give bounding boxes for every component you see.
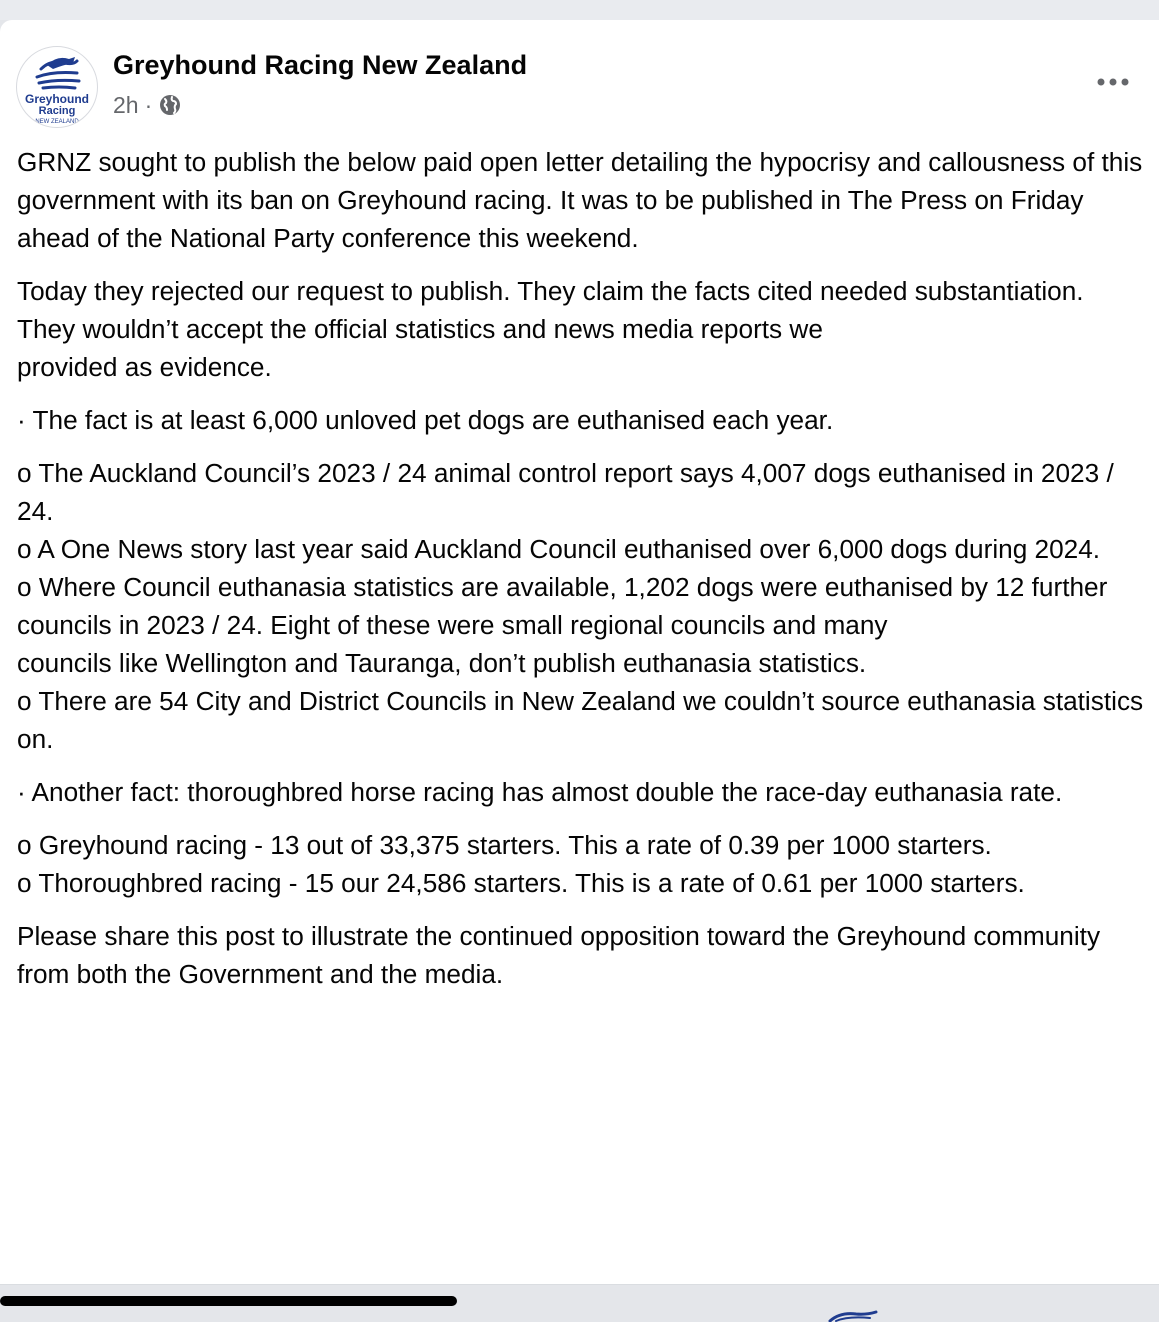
post-line: Today they rejected our request to publish. They claim the facts cited needed substantiation. They wouldn’t accept the official statistics and news media reports we xyxy=(17,276,1084,344)
post-paragraph xyxy=(17,401,1147,439)
page-avatar[interactable] xyxy=(16,46,98,128)
post-line: Please share this post to illustrate the continued opposition toward the Greyhound community from both the Government and the media. xyxy=(17,921,1101,989)
post-line: o A One News story last year said Auckland Council euthanised over 6,000 dogs during 2024. xyxy=(17,534,1101,564)
post-timestamp[interactable]: 2h xyxy=(113,91,139,118)
globe-icon xyxy=(158,93,182,117)
post-paragraph xyxy=(17,826,1147,902)
more-options-icon[interactable] xyxy=(1095,72,1131,92)
post-paragraph xyxy=(17,272,1147,386)
post-paragraph xyxy=(17,917,1147,993)
post-line: ahead of the National Party conference this weekend. xyxy=(17,223,639,253)
post-paragraph xyxy=(17,143,1147,257)
post-paragraph xyxy=(17,454,1147,758)
post-body xyxy=(17,143,1147,1008)
avatar-line-3: NEW ZEALAND xyxy=(35,119,79,125)
post-meta xyxy=(113,90,182,120)
avatar-line-1: Greyhound xyxy=(24,92,90,106)
post-line: · The fact is at least 6,000 unloved pet dogs are euthanised each year. xyxy=(17,405,834,435)
post-line: o The Auckland Council’s 2023 / 24 animal control report says 4,007 dogs euthanised in 2023 / 24. xyxy=(17,458,1114,526)
meta-separator: · xyxy=(144,91,153,118)
post-line: o Thoroughbred racing - 15 our 24,586 starters. This is a rate of 0.61 per 1000 starters. xyxy=(17,868,1025,898)
post-paragraph xyxy=(17,773,1147,811)
post-line: o Greyhound racing - 13 out of 33,375 starters. This a rate of 0.39 per 1000 starters. xyxy=(17,830,992,860)
top-strip xyxy=(0,0,1159,20)
post-card xyxy=(0,20,1159,1285)
avatar-line-2: Racing xyxy=(38,105,76,117)
greyhound-racing-logo-icon xyxy=(17,47,97,127)
post-line: councils like Wellington and Tauranga, don’t publish euthanasia statistics. xyxy=(17,648,867,678)
next-post-logo-icon xyxy=(826,1310,880,1322)
post-line: o Where Council euthanasia statistics are available, 1,202 dogs were euthanised by 12 further councils in 2023 / 24. Eight of these were small regional councils and many xyxy=(17,572,1108,640)
page-name-link[interactable]: Greyhound Racing New Zealand xyxy=(113,50,528,80)
post-line: · Another fact: thoroughbred horse racing has almost double the race-day euthanasia rate. xyxy=(17,777,1063,807)
post-line: o There are 54 City and District Councils in New Zealand we couldn’t source euthanasia statistics on. xyxy=(17,686,1144,754)
post-line: provided as evidence. xyxy=(17,352,272,382)
post-line: GRNZ sought to publish the below paid open letter detailing the hypocrisy and callousness of this government with its ban on Greyhound racing. It was to be published in The Press on Friday xyxy=(17,147,1143,215)
scroll-indicator[interactable] xyxy=(0,1296,457,1306)
